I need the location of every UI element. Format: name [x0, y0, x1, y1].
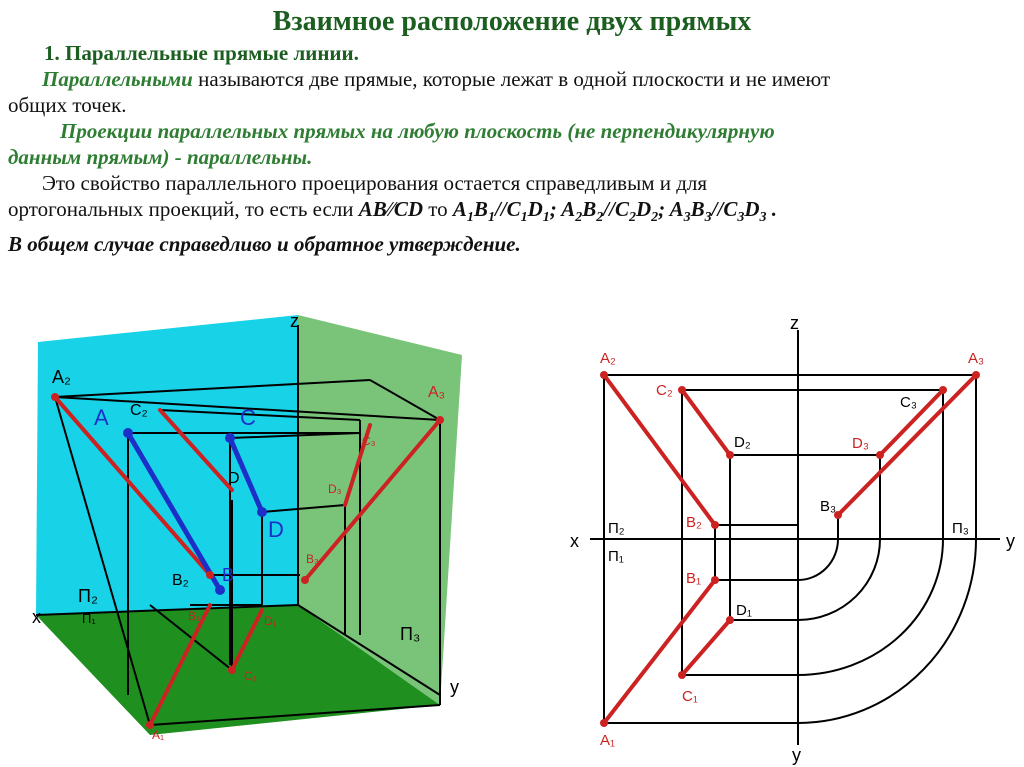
ortho-projections-formula: $A_1B_1//C_1D_1$; $A_2B_2//C_2D_2$; $A_3B_3//C_3D_3$ . [452, 197, 778, 226]
point-C: C [240, 405, 256, 430]
definition-term: Параллельными [42, 67, 193, 91]
plane-label-p1: П₁ [608, 548, 624, 565]
axis-z-label: z [790, 315, 799, 333]
point-A2: A₂ [52, 367, 71, 387]
point-D1: D₁ [736, 602, 752, 619]
axis-x-label: x [570, 531, 579, 551]
axis-y-label: y [450, 677, 459, 697]
plane-label-p2: П₂ [78, 586, 98, 606]
plane-label-p3: П₃ [952, 520, 969, 537]
ortho-ab-cd: AB⁄⁄CD [358, 197, 423, 221]
point-C3: C₃ [900, 394, 917, 411]
axis-z-label: z [290, 311, 299, 331]
point-D: D [268, 517, 284, 542]
definition-text: называются две прямые, которые лежат в одной плоскости и не имеют [192, 67, 831, 91]
axis-y-right-label: y [1006, 531, 1015, 551]
point-C2: C₂ [130, 402, 148, 419]
point-D3: D₃ [328, 482, 342, 496]
plane-label-p1: П₁ [82, 611, 96, 626]
definition-line [8, 66, 1012, 92]
point-A2: A₂ [600, 350, 616, 367]
point-C2: C₂ [656, 382, 673, 399]
text-block [8, 40, 1012, 257]
point-D2: D [228, 470, 240, 487]
point-B1: B₁ [686, 570, 702, 587]
plane-label-p3: П₃ [400, 624, 421, 644]
point-B3: B₃ [306, 552, 319, 566]
point-B: B [222, 565, 235, 585]
point-C1: C₁ [244, 669, 257, 683]
point-D1: D₁ [264, 614, 277, 628]
ortho-to: то [423, 197, 453, 221]
point-A1: A₁ [600, 732, 616, 749]
axis-x-label: x [32, 607, 41, 627]
point-B3: B₃ [820, 498, 837, 515]
plane-label-p2: П₂ [608, 520, 625, 537]
point-D2: D₂ [734, 434, 751, 451]
ortho-line-1: Это свойство параллельного проецирования остается справедливым и для [42, 171, 708, 195]
axonometric-figure [0, 305, 480, 765]
point-B1: B₁ [188, 609, 201, 623]
ortho-text: ортогональных проекций, то есть если [8, 197, 359, 221]
property-line-2: данным прямым) - параллельны. [8, 145, 313, 169]
point-C1: C₁ [682, 688, 698, 705]
point-C3: C₃ [362, 434, 376, 448]
point-D3: D₃ [852, 435, 869, 452]
definition-line-2: общих точек. [8, 93, 127, 117]
converse-statement: В общем случае справедливо и обратное утверждение. [8, 232, 521, 257]
point-A: A [94, 405, 109, 430]
page-title: Взаимное расположение двух прямых [272, 6, 752, 37]
axis-y-bottom-label: y [792, 745, 801, 765]
point-A3: A₃ [968, 350, 985, 367]
point-A1: A₁ [152, 728, 165, 742]
point-A3: A₃ [428, 384, 446, 401]
point-B2: B₂ [172, 572, 189, 589]
property-line-1: Проекции параллельных прямых на любую плоскость (не перпендикулярную [60, 119, 775, 143]
section-heading: 1. Параллельные прямые линии. [44, 41, 359, 65]
point-B2: B₂ [686, 514, 702, 531]
orthographic-figure [570, 315, 1024, 765]
ortho-line-2 [8, 196, 1012, 231]
